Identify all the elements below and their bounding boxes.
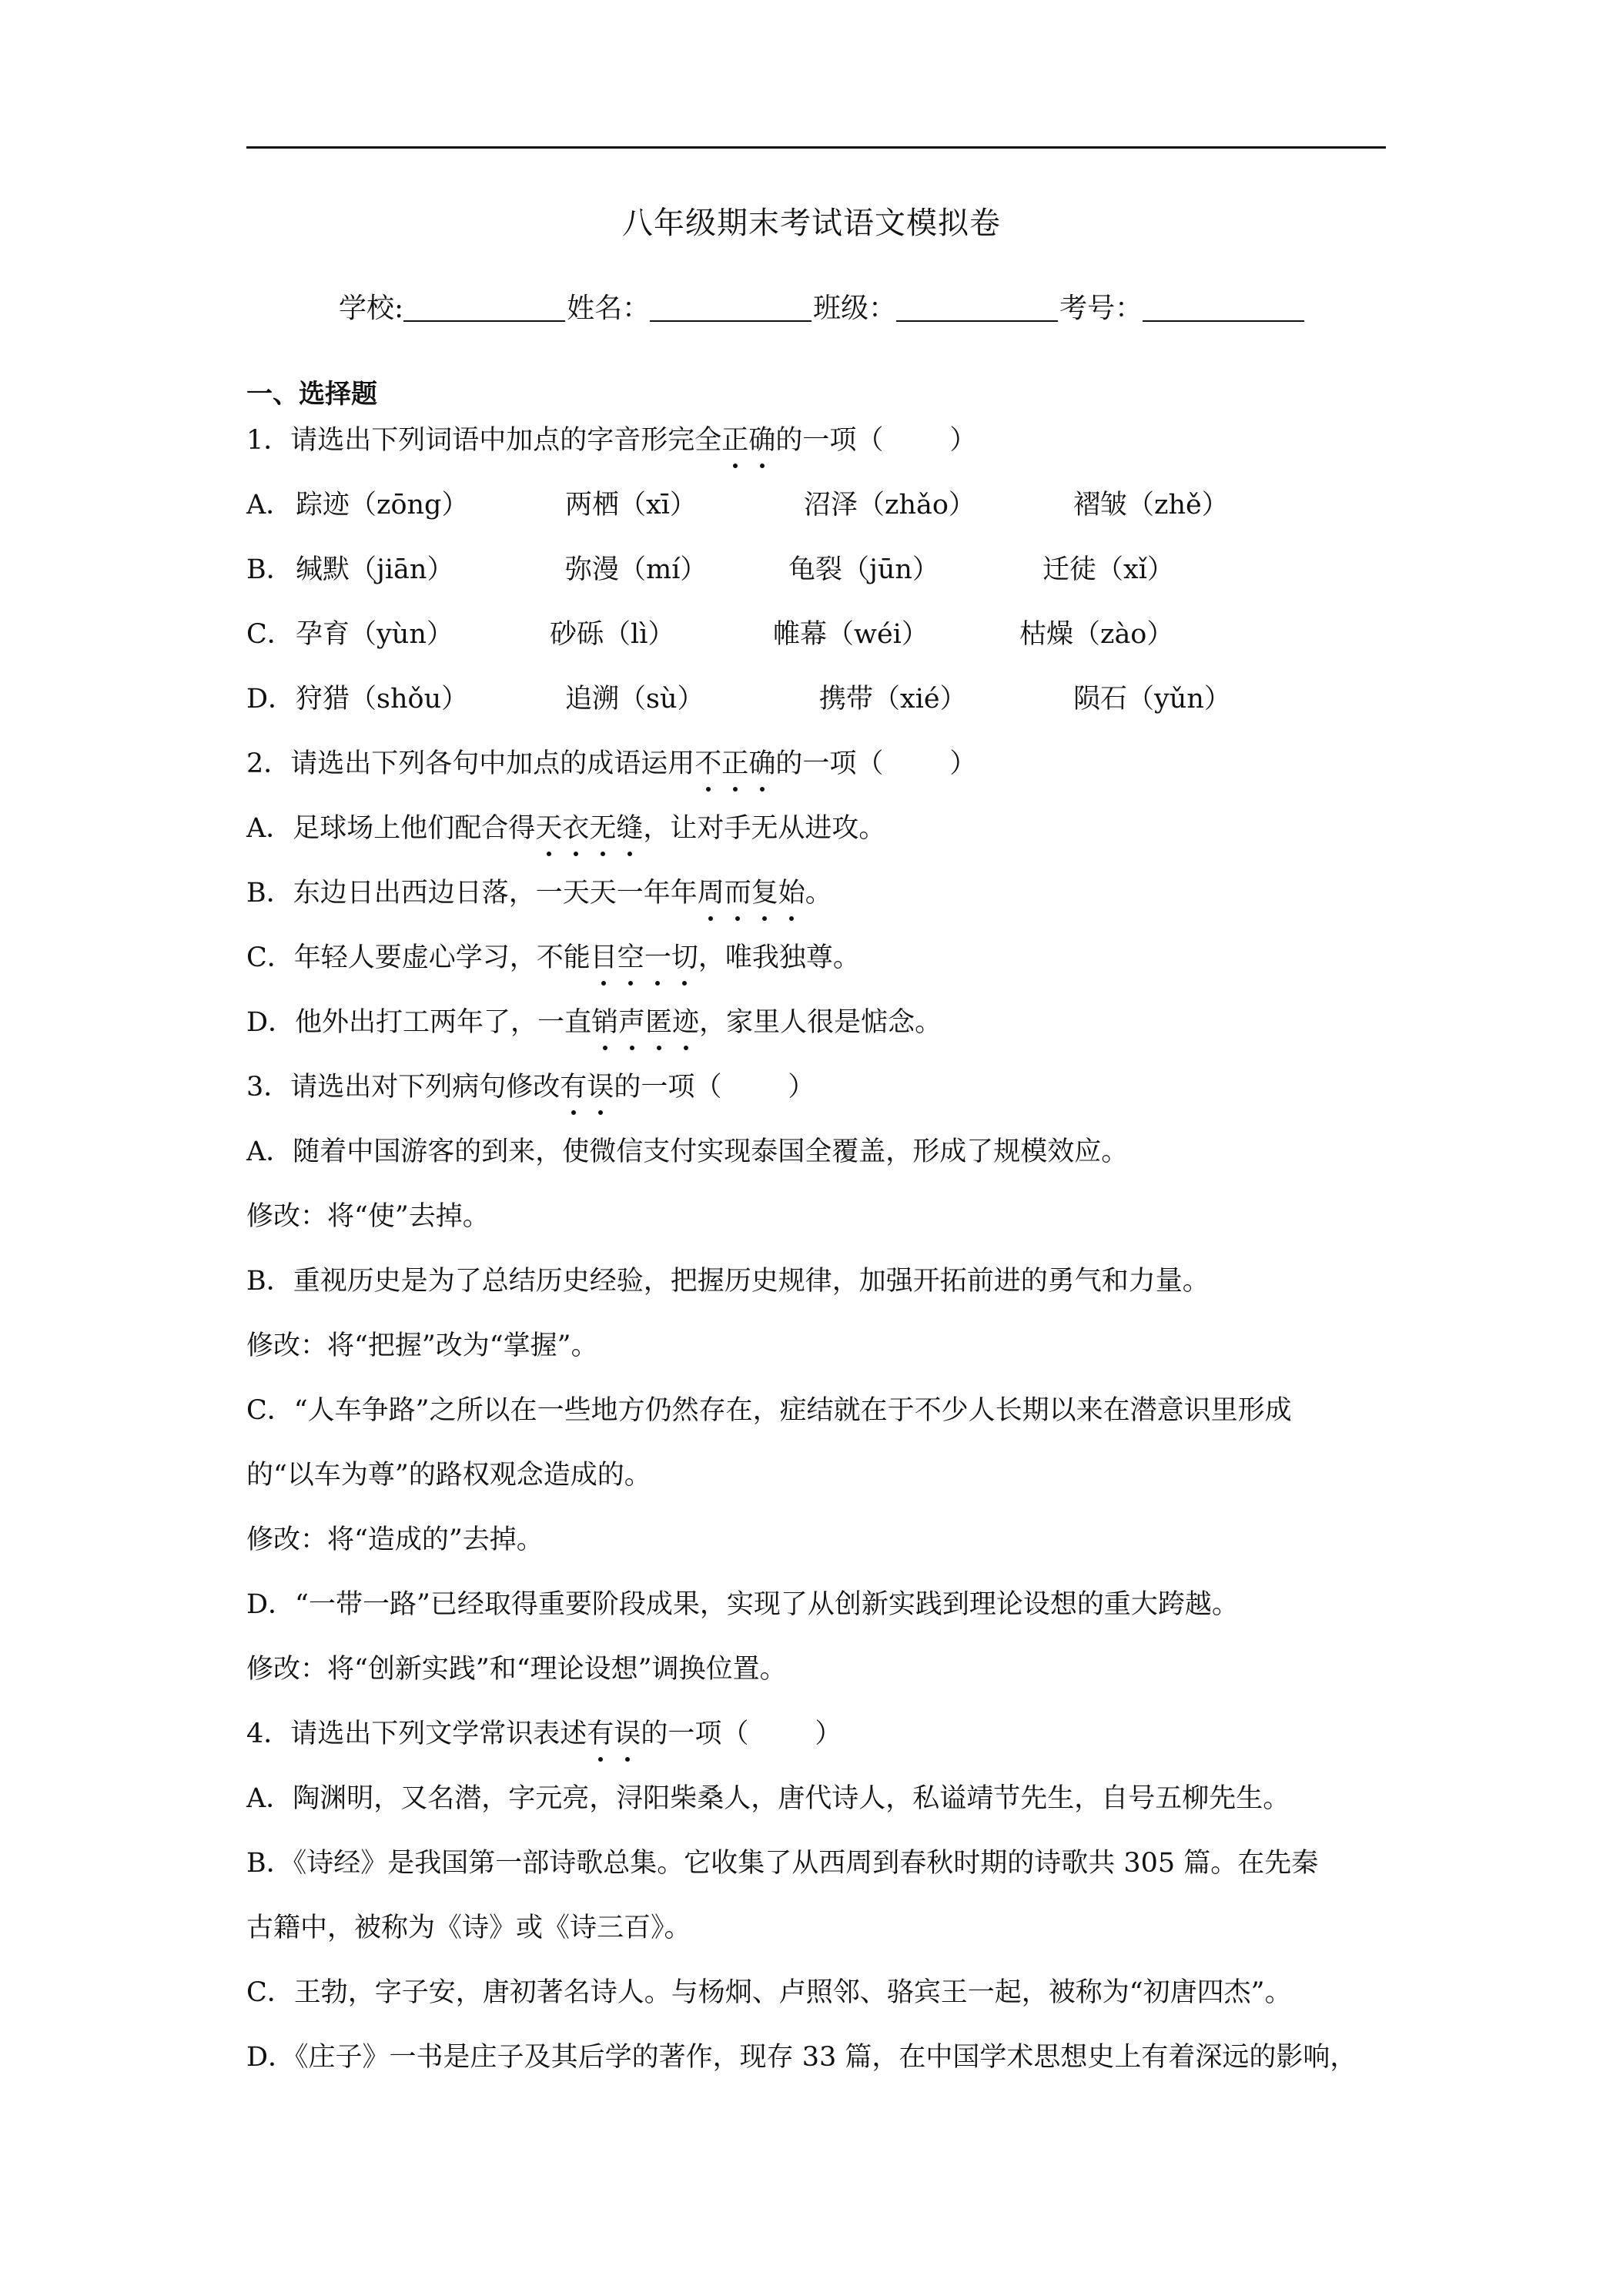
question-4-option-d[interactable]: D．《庄子》一书是庄子及其后学的著作，现存 33 篇，在中国学术思想史上有着深远的影响， <box>246 2042 1357 2073</box>
page-title: 八年级期末考试语文模拟卷 <box>622 206 1001 241</box>
emphasis-dots <box>694 748 775 779</box>
question-4-stem: 4．请选出下列文学常识表述有误的一项（ ） <box>246 1714 1394 1779</box>
class-label: 班级： <box>813 293 897 324</box>
emphasis-dot-char: 无 <box>589 808 616 848</box>
question-1-option-a[interactable]: A． 踪迹（zōng） 两栖（xī） 沼泽（zhǎo） 褶皱（zhě） <box>246 490 1229 520</box>
question-2-option-d[interactable]: D．他外出打工两年了，一直销声匿迹，家里人很是惦念。 <box>246 1002 1394 1067</box>
emphasis-dot-char: 一 <box>644 938 671 978</box>
question-3-option-c-fix: 修改：将“造成的”去掉。 <box>246 1525 544 1555</box>
emphasis-dot-char: 切 <box>671 938 698 978</box>
emphasis-dot-char: 目 <box>591 938 617 978</box>
emphasis-dot-char: 匿 <box>645 1002 672 1043</box>
emphasis-dots <box>721 425 775 456</box>
emphasis-dot-char: 声 <box>618 1002 645 1043</box>
emphasis-dot-char: 不 <box>694 744 721 784</box>
question-3-option-d[interactable]: D．“一带一路”已经取得重要阶段成果，实现了从创新实践到理论设想的重大跨越。 <box>246 1589 1239 1620</box>
emphasis-dots <box>587 1719 641 1749</box>
emphasis-dots <box>560 1072 614 1103</box>
emphasis-dot-char: 误 <box>614 1714 641 1754</box>
emphasis-dot-char: 正 <box>721 420 748 460</box>
question-1-stem: 1．请选出下列词语中加点的字音形完全正确的一项（ ） <box>246 420 1394 485</box>
question-3-option-c-line1[interactable]: C．“人车争路”之所以在一些地方仍然存在，症结就在于不少人长期以来在潜意识里形成 <box>246 1395 1292 1426</box>
question-3-option-a-fix: 修改：将“使”去掉。 <box>246 1201 490 1232</box>
emphasis-dot-char: 误 <box>587 1067 614 1107</box>
class-blank[interactable] <box>896 293 1058 322</box>
emphasis-dot-char: 确 <box>748 420 775 460</box>
question-1-option-b[interactable]: B． 缄默（jiān） 弥漫（mí） 龟裂（jūn） 迁徒（xǐ） <box>246 554 1174 585</box>
question-2-option-a[interactable]: A．足球场上他们配合得天衣无缝，让对手无从进攻。 <box>246 808 1394 873</box>
emphasis-dot-char: 天 <box>535 808 562 848</box>
question-3-option-d-fix: 修改：将“创新实践”和“理论设想”调换位置。 <box>246 1654 787 1685</box>
emphasis-dot-char: 周 <box>698 873 724 913</box>
emphasis-dot-char: 有 <box>560 1067 587 1107</box>
header-rule <box>246 146 1386 149</box>
exam-number-blank[interactable] <box>1143 293 1304 322</box>
question-3-option-b-fix: 修改：将“把握”改为“掌握”。 <box>246 1330 598 1361</box>
question-2-option-c[interactable]: C．年轻人要虚心学习，不能目空一切，唯我独尊。 <box>246 938 1394 1002</box>
emphasis-dot-char: 迹 <box>672 1002 699 1043</box>
question-3-option-c-line2: 的“以车为尊”的路权观念造成的。 <box>246 1460 651 1491</box>
emphasis-dot-char: 有 <box>587 1714 614 1754</box>
emphasis-dot-char: 缝 <box>616 808 643 848</box>
emphasis-dots <box>591 1007 699 1038</box>
emphasis-dot-char: 销 <box>591 1002 618 1043</box>
name-label: 姓名： <box>567 293 651 324</box>
emphasis-dot-char: 衣 <box>562 808 589 848</box>
question-3-stem: 3．请选出对下列病句修改有误的一项（ ） <box>246 1067 1394 1132</box>
emphasis-dot-char: 正 <box>721 744 748 784</box>
emphasis-dots <box>535 813 643 844</box>
question-3-option-a[interactable]: A．随着中国游客的到来，使微信支付实现泰国全覆盖，形成了规模效应。 <box>246 1136 1129 1167</box>
emphasis-dot-char: 复 <box>751 873 778 913</box>
question-2-option-b[interactable]: B．东边日出西边日落，一天天一年年周而复始。 <box>246 873 1394 938</box>
emphasis-dot-char: 而 <box>724 873 751 913</box>
emphasis-dot-char: 空 <box>617 938 644 978</box>
emphasis-dots <box>591 942 698 973</box>
emphasis-dot-char: 确 <box>748 744 775 784</box>
question-4-option-b-line2: 古籍中，被称为《诗》或《诗三百》。 <box>246 1913 691 1943</box>
question-3-option-b[interactable]: B．重视历史是为了总结历史经验，把握历史规律，加强开拓前进的勇气和力量。 <box>246 1266 1210 1297</box>
school-blank[interactable] <box>403 293 565 322</box>
question-4-option-c[interactable]: C．王勃，字子安，唐初著名诗人。与杨炯、卢照邻、骆宾王一起，被称为“初唐四杰”。 <box>246 1977 1292 2008</box>
name-blank[interactable] <box>650 293 812 322</box>
question-4-option-a[interactable]: A．陶渊明，又名潜，字元亮，浔阳柴桑人，唐代诗人，私谥靖节先生，自号五柳先生。 <box>246 1783 1290 1814</box>
exam-number-label: 考号： <box>1059 293 1143 324</box>
questions <box>246 420 1394 2102</box>
question-4-option-b-line1[interactable]: B．《诗经》是我国第一部诗歌总集。它收集了从西周到春秋时期的诗歌共 305 篇。在先秦 <box>246 1848 1319 1879</box>
question-2-stem: 2．请选出下列各句中加点的成语运用不正确的一项（ ） <box>246 744 1394 808</box>
question-1-option-c[interactable]: C． 孕育（yùn） 砂砾（lì） 帷幕（wéi） 枯燥（zào） <box>246 619 1174 650</box>
school-label: 学校: <box>339 293 404 324</box>
emphasis-dot-char: 始 <box>778 873 805 913</box>
emphasis-dots <box>698 878 805 909</box>
student-info-row <box>339 286 1306 326</box>
section-heading-choice: 一、选择题 <box>246 379 377 410</box>
question-1-option-d[interactable]: D． 狩猎（shǒu） 追溯（sù） 携带（xié） 陨石（yǔn） <box>246 684 1231 715</box>
